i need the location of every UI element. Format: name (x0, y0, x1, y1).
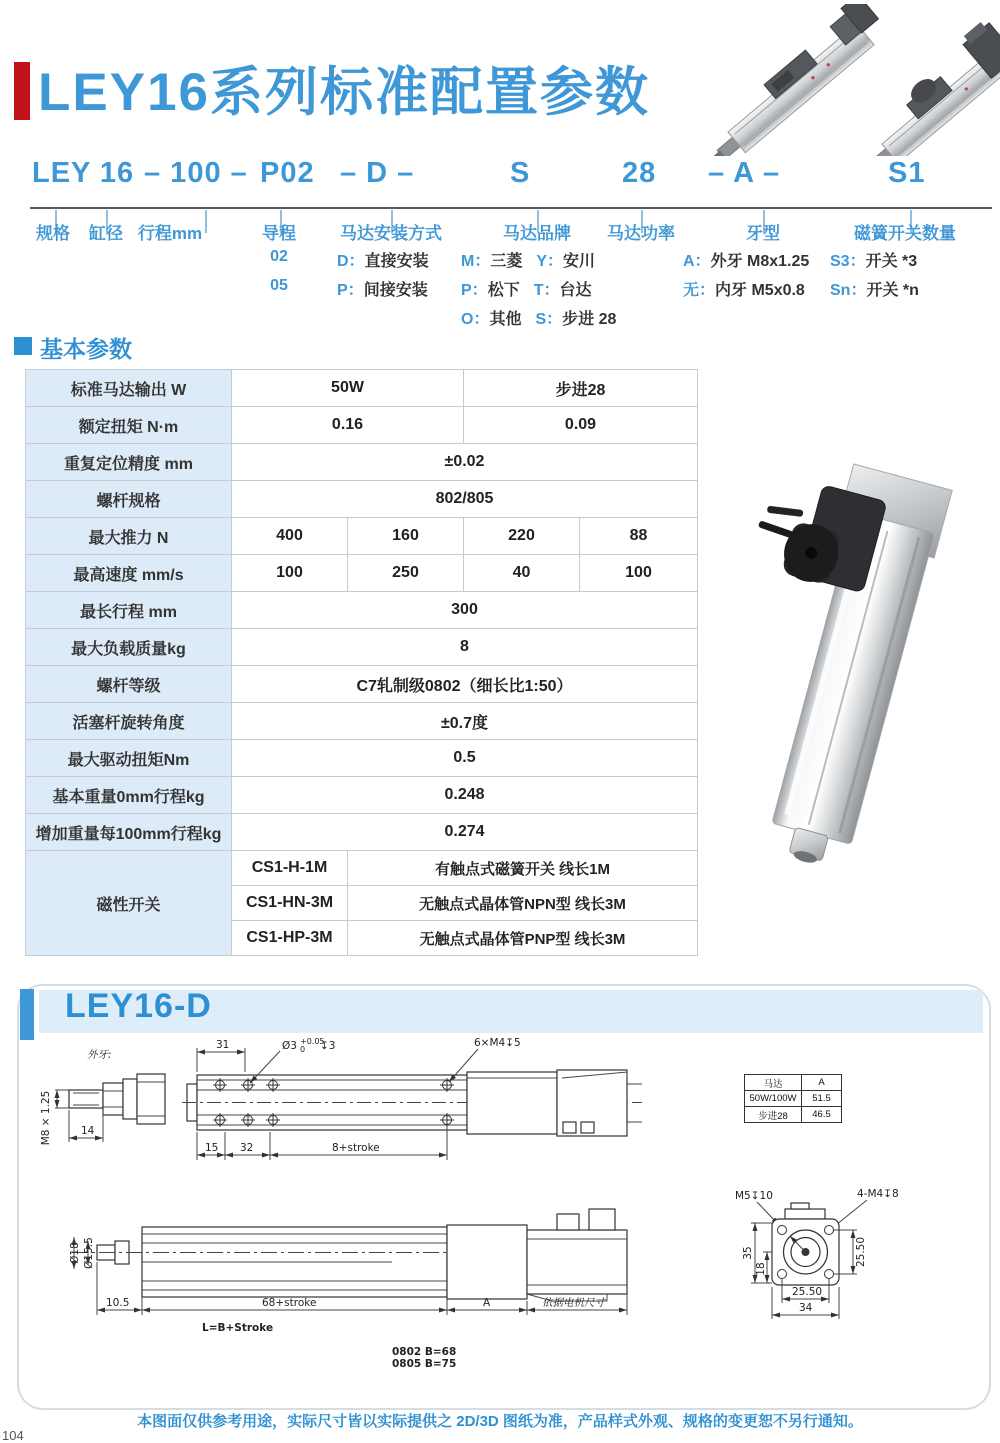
hero-actuator-right (850, 18, 1000, 156)
option-code: Y： (536, 253, 564, 270)
row-label: 活塞杆旋转角度 (26, 703, 232, 740)
render-pin (767, 506, 804, 517)
row-label: 最高速度 mm/s (26, 555, 232, 592)
dim-18: 18 (755, 1262, 767, 1276)
option-desc: 步进 28 (562, 311, 617, 328)
cell: 100 (580, 555, 698, 592)
dim-32: 32 (240, 1142, 254, 1154)
cell: 802/805 (232, 481, 698, 518)
option-desc: 开关 *3 (865, 253, 918, 270)
row-label: 额定扭矩 N·m (26, 407, 232, 444)
ordering-rule (30, 207, 992, 209)
dim-motor-size: 依据电机尺寸 (542, 1297, 605, 1309)
cell: ±0.7度 (232, 703, 698, 740)
cell: 220 (464, 518, 580, 555)
product-render-image (725, 445, 990, 875)
dim-body: 68+stroke (262, 1297, 317, 1309)
switch-model: CS1-HN-3M (232, 886, 348, 921)
table-row (745, 1075, 842, 1091)
cell: 50W/100W (745, 1091, 802, 1107)
label-m5: M5↧10 (735, 1190, 773, 1202)
option-desc: 开关 *n (866, 282, 919, 299)
cell: 51.5 (802, 1091, 842, 1107)
dim-dia155: Ø15.5 (83, 1237, 95, 1269)
drawing-top-view (182, 1034, 657, 1174)
option-code: S： (535, 311, 563, 328)
table-row (26, 370, 698, 407)
option-desc: 内牙 M5x0.8 (715, 282, 805, 299)
option-code: Sn： (830, 282, 867, 299)
option-desc: 外牙 M8x1.25 (710, 253, 810, 270)
dim-a: A (483, 1297, 491, 1309)
option-code: A： (683, 253, 711, 270)
dim-14: 14 (81, 1125, 95, 1137)
cell: 步进28 (464, 370, 698, 407)
field-label-thread: 牙型 (746, 224, 780, 243)
note-0802: 0802 B=68 (392, 1346, 457, 1358)
table-row (26, 592, 698, 629)
option-thread-int (683, 277, 805, 300)
table-row-switch (26, 851, 698, 886)
option-lead-02: 02 (270, 248, 288, 265)
option-switch-s3 (830, 248, 917, 271)
cell: 88 (580, 518, 698, 555)
note-formula: L=B+Stroke (202, 1322, 274, 1334)
label-hole-dia: Ø3 (282, 1040, 297, 1052)
page-title: LEY16系列标准配置参数 (38, 63, 651, 122)
panel-accent-bar (20, 989, 34, 1040)
option-code: O： (461, 311, 490, 328)
dim-34: 34 (799, 1302, 813, 1314)
code-segment-brand: S (510, 157, 531, 189)
dim-8-stroke: 8+stroke (332, 1142, 380, 1154)
row-label: 基本重量0mm行程kg (26, 777, 232, 814)
section-title-basic: 基本参数 (40, 336, 132, 362)
option-desc: 安川 (563, 253, 596, 270)
field-label-bore: 缸径 (89, 224, 123, 243)
motor-size-table (744, 1074, 842, 1123)
row-label: 最长行程 mm (26, 592, 232, 629)
row-label: 螺杆规格 (26, 481, 232, 518)
header-cell: A (802, 1075, 842, 1091)
switch-desc: 无触点式晶体管NPN型 线长3M (348, 886, 698, 921)
dim-10-5: 10.5 (106, 1297, 130, 1309)
table-row (26, 703, 698, 740)
field-label-switch: 磁簧开关数量 (854, 224, 956, 243)
row-label: 标准马达输出 W (26, 370, 232, 407)
dim-31: 31 (216, 1039, 230, 1051)
option-code: P： (337, 282, 364, 299)
render-pin (758, 520, 798, 540)
panel-title: LEY16-D (65, 987, 212, 1025)
page-number: 104 (2, 1428, 24, 1443)
option-desc: 三菱 (490, 253, 523, 270)
table-row (26, 444, 698, 481)
cell: 0.5 (232, 740, 698, 777)
hero-product-images (690, 4, 1000, 156)
row-label: 最大驱动扭矩Nm (26, 740, 232, 777)
table-row (26, 777, 698, 814)
code-segment-thread: – A – (708, 157, 781, 189)
field-label-mount: 马达安装方式 (340, 224, 442, 243)
switch-desc: 有触点式磁簧开关 线长1M (348, 851, 698, 886)
drawing-rod-end (37, 1038, 192, 1168)
header-cell: 马达 (745, 1075, 802, 1091)
table-row (26, 555, 698, 592)
drawing-end-view (717, 1187, 922, 1387)
row-label: 螺杆等级 (26, 666, 232, 703)
option-brand-row2 (461, 277, 592, 300)
table-row (26, 666, 698, 703)
basic-parameters-table (25, 369, 698, 956)
dim-dia18: Ø18 (69, 1242, 81, 1264)
option-desc: 松下 (487, 282, 520, 299)
table-row (26, 629, 698, 666)
label-hole-tol-top: +0.05 (300, 1037, 325, 1046)
cell: 250 (348, 555, 464, 592)
table-row (26, 814, 698, 851)
label-hole-depth: ↧3 (320, 1040, 336, 1052)
label-external-thread: 外牙: (87, 1049, 112, 1061)
table-row (26, 481, 698, 518)
table-row (26, 518, 698, 555)
hero-actuator-left (694, 4, 889, 156)
option-code: M： (461, 253, 491, 270)
option-code: 无： (683, 282, 716, 299)
code-segment-power: 28 (622, 157, 657, 189)
dim-25-50-right: 25.50 (855, 1236, 867, 1268)
label-tap: 6×M4↧5 (474, 1037, 521, 1049)
cell: 50W (232, 370, 464, 407)
option-desc: 台达 (559, 282, 592, 299)
option-mount-indirect (337, 277, 428, 300)
ordering-tick (205, 210, 207, 233)
switch-desc: 无触点式晶体管PNP型 线长3M (348, 921, 698, 956)
row-label: 最大推力 N (26, 518, 232, 555)
cell: 8 (232, 629, 698, 666)
note-0805: 0805 B=75 (392, 1358, 457, 1370)
field-label-power: 马达功率 (607, 224, 675, 243)
label-thread-size: M8 × 1.25 (40, 1090, 52, 1146)
footer-disclaimer: 本图面仅供参考用途，实际尺寸皆以实际提供之 2D/3D 图纸为准，产品样式外观、规格的变更恕不另行通知。 (137, 1413, 863, 1430)
option-code: T： (533, 282, 560, 299)
cell: ±0.02 (232, 444, 698, 481)
cell: 40 (464, 555, 580, 592)
field-label-lead: 导程 (262, 224, 296, 243)
option-thread-ext (683, 248, 809, 271)
option-code: S3： (830, 253, 866, 270)
option-mount-direct (337, 248, 429, 271)
option-lead-05: 05 (270, 277, 288, 294)
table-row (26, 407, 698, 444)
option-desc: 直接安装 (364, 253, 429, 270)
switch-model: CS1-H-1M (232, 851, 348, 886)
cell: 300 (232, 592, 698, 629)
option-code: P： (461, 282, 488, 299)
cell: 步进28 (745, 1107, 802, 1123)
field-label-stroke: 行程mm (137, 224, 203, 243)
drawing-side-view (62, 1197, 637, 1377)
label-m4: 4-M4↧8 (857, 1188, 899, 1200)
code-segment-switch: S1 (888, 157, 926, 189)
code-segment-lead: P02 (260, 157, 315, 189)
dim-15: 15 (205, 1142, 219, 1154)
cell: 400 (232, 518, 348, 555)
row-label: 重复定位精度 mm (26, 444, 232, 481)
option-brand-row1 (461, 248, 595, 271)
section-square-icon (14, 337, 32, 355)
table-row (26, 740, 698, 777)
table-row (745, 1091, 842, 1107)
field-label-spec: 规格 (36, 224, 70, 243)
code-segment-mount: – D – (340, 157, 415, 189)
row-label: 磁性开关 (26, 851, 232, 956)
dim-35: 35 (742, 1246, 754, 1260)
dimension-panel (17, 984, 991, 1410)
option-desc: 间接安装 (363, 282, 428, 299)
row-label: 增加重量每100mm行程kg (26, 814, 232, 851)
cell: 160 (348, 518, 464, 555)
option-brand-row3 (461, 306, 616, 329)
cell: 0.16 (232, 407, 464, 444)
switch-model: CS1-HP-3M (232, 921, 348, 956)
code-segment-series: LEY 16 (32, 157, 135, 189)
field-label-brand: 马达品牌 (503, 224, 571, 243)
cell: 0.09 (464, 407, 698, 444)
row-label: 最大负载质量kg (26, 629, 232, 666)
cell: C7轧制级0802（细长比1:50） (232, 666, 698, 703)
label-hole-tol-bot: 0 (300, 1045, 306, 1054)
dim-25-50-bottom: 25.50 (792, 1286, 823, 1298)
cell: 100 (232, 555, 348, 592)
option-code: D： (337, 253, 365, 270)
cell: 0.248 (232, 777, 698, 814)
code-segment-stroke: – 100 – (144, 157, 248, 189)
cell: 0.274 (232, 814, 698, 851)
option-switch-sn (830, 277, 919, 300)
title-accent-bar (14, 62, 30, 120)
table-row (745, 1107, 842, 1123)
cell: 46.5 (802, 1107, 842, 1123)
option-desc: 其他 (489, 311, 522, 328)
